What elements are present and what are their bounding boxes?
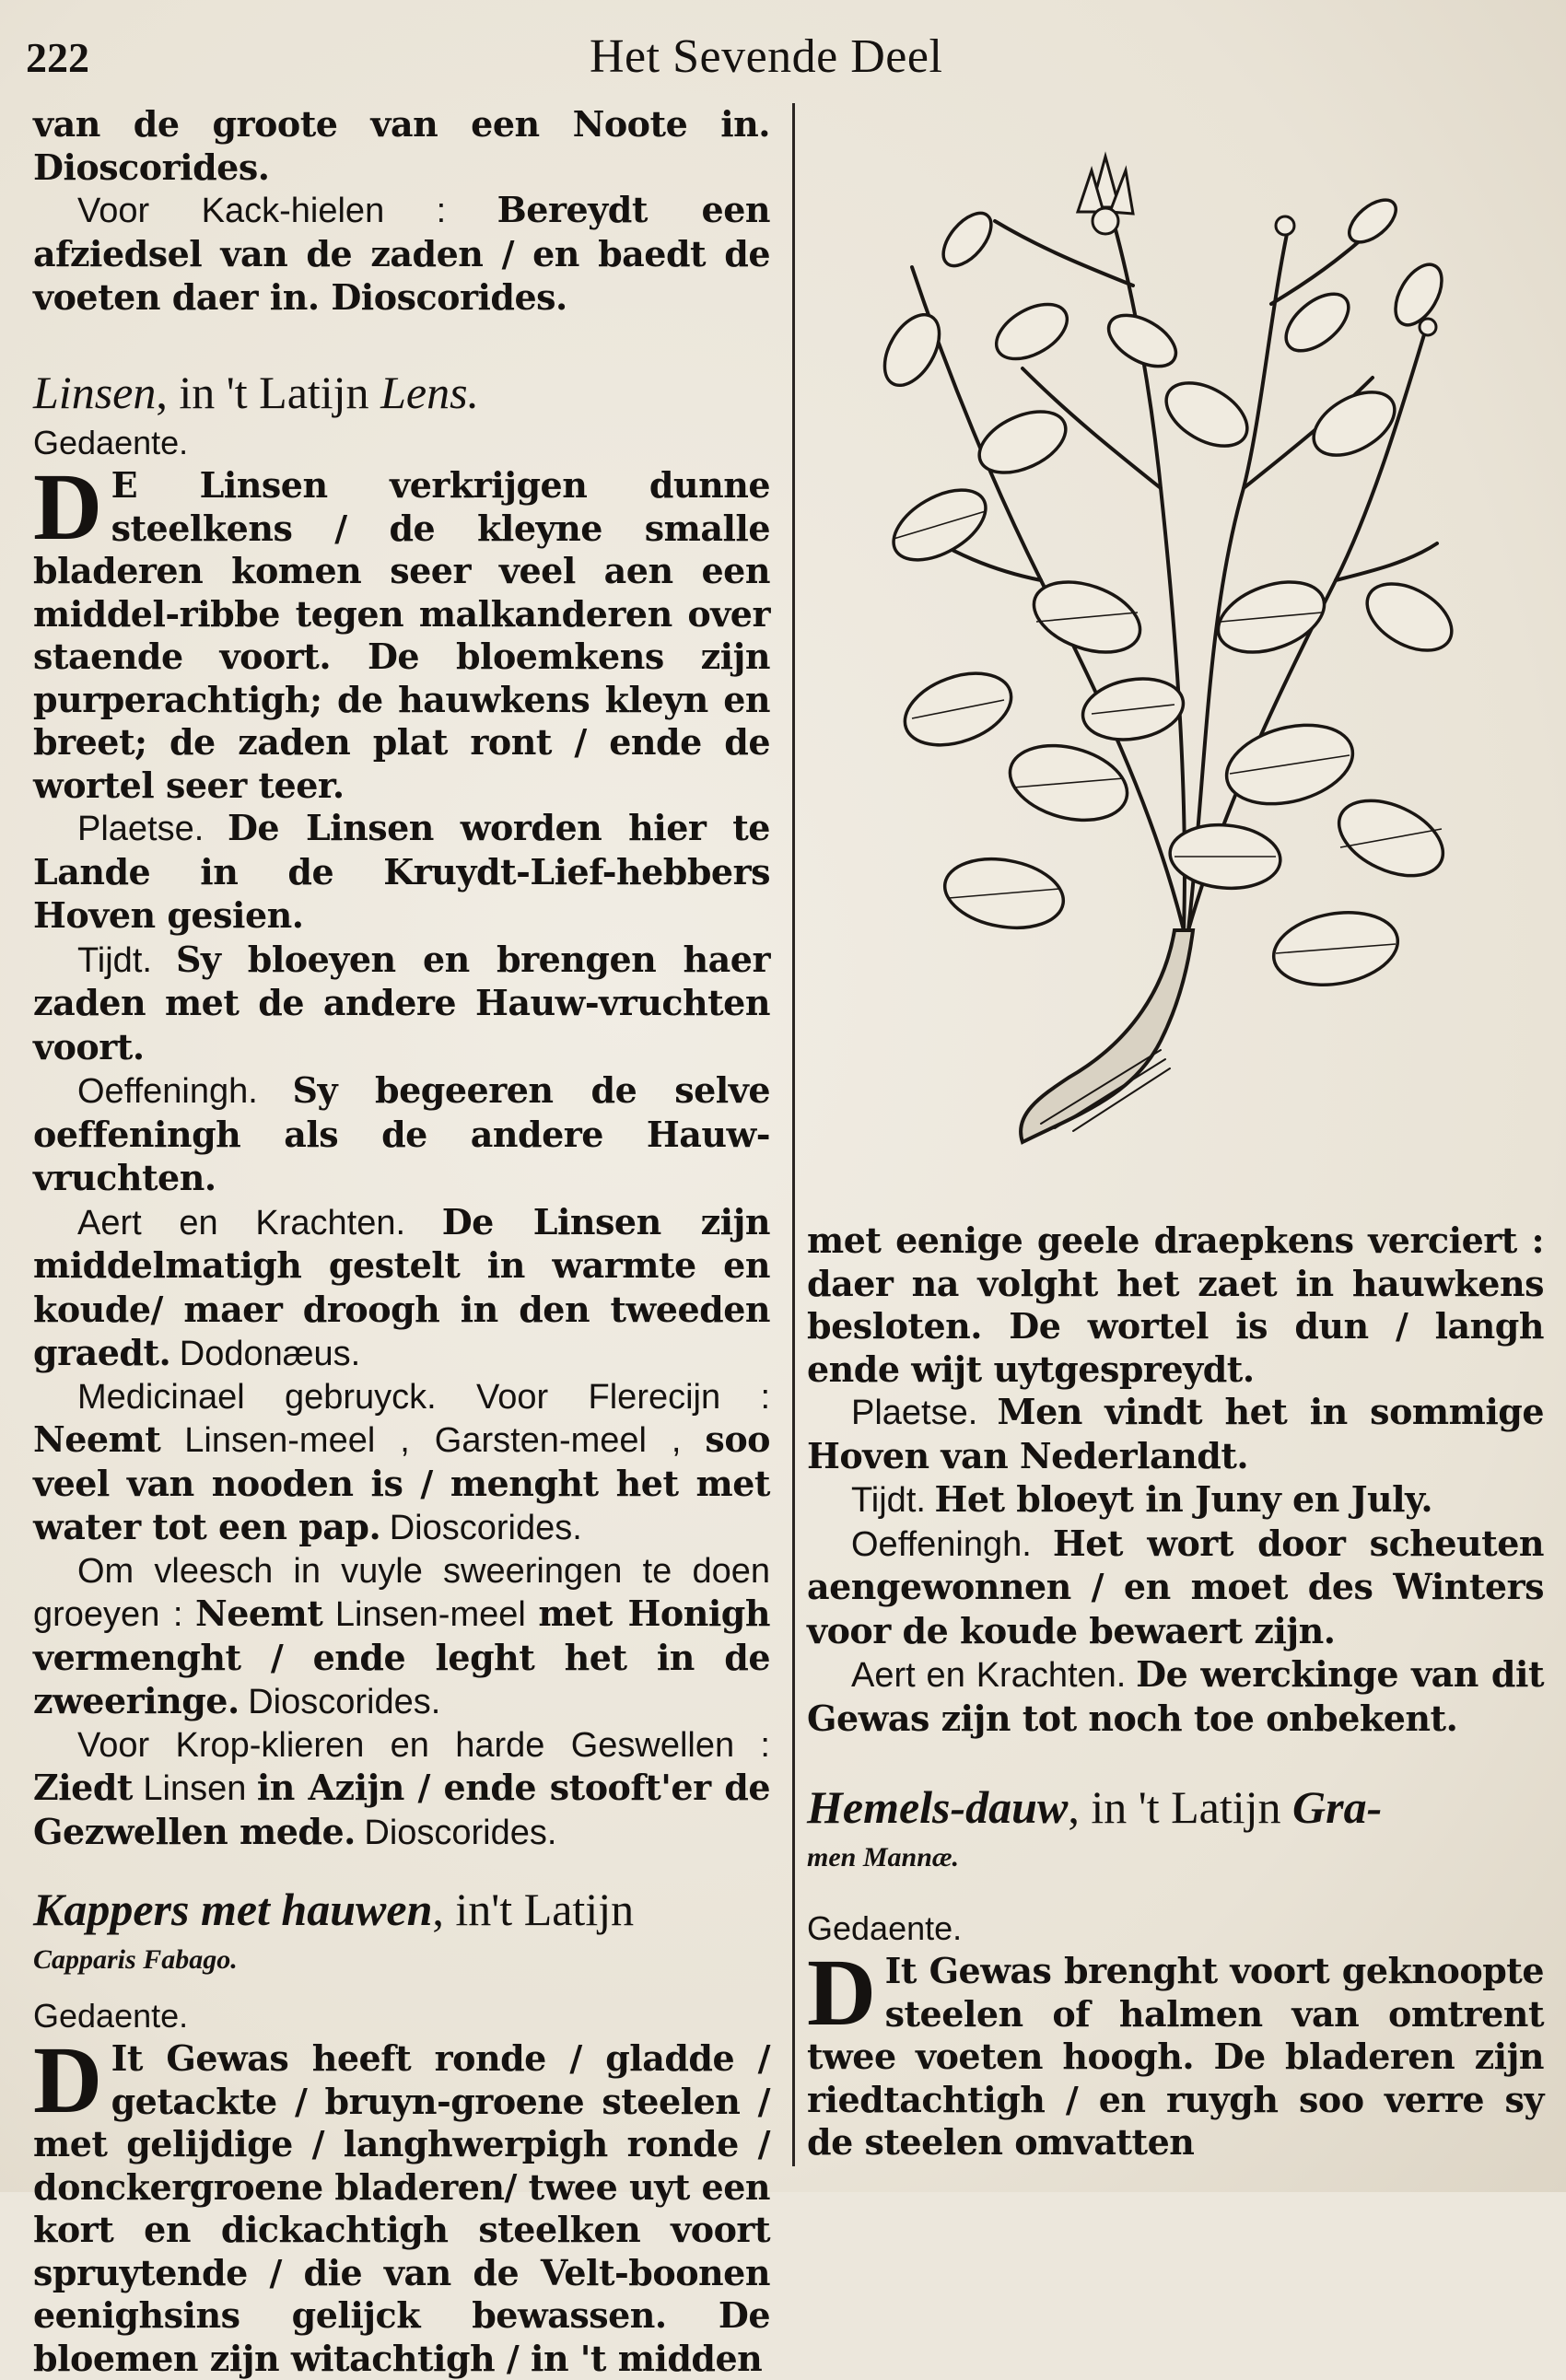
page-number: 222	[26, 34, 89, 81]
drop-cap-d-2: D	[33, 2027, 102, 2133]
stem-center	[1188, 221, 1290, 930]
krop-verb: Ziedt	[33, 1767, 133, 1808]
kack-hielen-paragraph	[33, 189, 770, 321]
hemels-title-name: Hemels-dauw	[807, 1781, 1069, 1833]
hemels-description-text: It Gewas brenght voort geknoopte steelen of halmen van omtrent twee voeten hoogh. De bladeren zijn riedtachtigh / en ruygh soo verre sy de steelen omvatten	[807, 1950, 1544, 2163]
leaf	[1356, 570, 1455, 664]
kappers-heading	[33, 1880, 770, 1939]
leaf	[988, 293, 1077, 370]
vleesch-paragraph	[33, 1550, 770, 1724]
plant-woodcut-illustration	[857, 138, 1455, 1188]
main-stem	[1105, 193, 1185, 930]
leaf	[1155, 370, 1257, 459]
hemels-latin-name: men Mannæ.	[807, 1842, 960, 1872]
tijdt-paragraph	[33, 939, 770, 1070]
tijdt-label: Tijdt.	[77, 940, 152, 980]
vleesch-label: Om vleesch in vuyle sweeringen te doen groeyen :	[33, 1551, 770, 1634]
medicinael-label: Medicinael gebruyck. Voor Flerecijn :	[77, 1377, 770, 1417]
leaf	[1386, 257, 1452, 332]
krop-label: Voor Krop-klieren en harde Geswellen :	[77, 1725, 770, 1765]
page-header	[0, 28, 1566, 92]
oeffeningh-paragraph	[33, 1069, 770, 1201]
running-head: Het Sevende Deel	[590, 30, 943, 83]
krop-paragraph	[33, 1724, 770, 1855]
medicinael-verb: Neemt	[33, 1418, 161, 1460]
gedaente-heading-2: Gedaente.	[33, 1996, 189, 2035]
hemels-dauw-heading	[807, 1778, 1544, 1837]
drop-cap-d-3: D	[807, 1940, 876, 2046]
left-column	[33, 103, 770, 2380]
tijdt-paragraph-right	[807, 1478, 1544, 1522]
leaf	[1342, 192, 1404, 250]
plaetse-paragraph	[33, 807, 770, 939]
plaetse-paragraph-right	[807, 1391, 1544, 1478]
flower-head	[1078, 157, 1436, 335]
plaetse-text-right: Men vindt het in sommige Hoven van Nederlandt.	[807, 1391, 1545, 1476]
aert-author: Dodonæus.	[179, 1335, 361, 1373]
kappers-title-mid: , in't Latijn	[432, 1884, 635, 1935]
aert-label-right: Aert en Krachten.	[851, 1656, 1127, 1695]
spacer	[33, 321, 770, 363]
spacer	[807, 1741, 1544, 1778]
continued-text-right: met eenige geele draepkens verciert : daer na volght het zaet in hauwkens besloten. De wortel is dun / langh ende wijt uytgespreydt.	[807, 1219, 1544, 1390]
krop-text: in Azijn / ende stooft'er de Gezwellen mede.	[33, 1767, 771, 1852]
leaf	[934, 204, 999, 274]
oeffeningh-text-right: Het wort door scheuten aengewonnen / en moet des Winters voor de koude bewaert zijn.	[807, 1522, 1545, 1651]
kappers-title-name: Kappers met hauwen	[33, 1884, 433, 1935]
oeffeningh-label-right: Oeffeningh.	[851, 1524, 1032, 1564]
oeffeningh-text: Sy begeeren de selve oeffeningh als de andere Hauw-vruchten.	[33, 1069, 771, 1198]
tijdt-text-right: Het bloeyt in Juny en July.	[934, 1478, 1433, 1520]
tijdt-text: Sy bloeyen en brengen haer zaden met de andere Hauw-vruchten voort.	[33, 938, 770, 1068]
leaf	[1100, 305, 1184, 377]
hemels-title-mid: , in 't Latijn	[1068, 1781, 1281, 1833]
oeffeningh-paragraph-right	[807, 1522, 1544, 1654]
gedaente-heading-right: Gedaente.	[807, 1908, 963, 1947]
aert-paragraph	[33, 1201, 770, 1376]
gedaente-heading-1: Gedaente.	[33, 423, 189, 461]
hemels-title-latin: Gra-	[1292, 1781, 1383, 1833]
linsen-title-latin: Lens.	[380, 366, 480, 418]
right-column	[807, 1219, 1544, 2164]
vleesch-text: met Honigh vermenght / ende leght het in de zweeringe.	[33, 1592, 770, 1721]
linsen-title-name: Linsen	[33, 366, 157, 418]
hemels-description	[807, 1940, 1544, 2164]
kappers-latin-name: Capparis Fabago.	[33, 1944, 238, 1975]
linsen-title-mid: , in 't Latijn	[156, 366, 369, 418]
kack-hielen-text: Bereydt een afziedsel van de zaden / en baedt de voeten daer in. Dioscorides.	[33, 189, 770, 318]
tijdt-label-right: Tijdt.	[851, 1481, 926, 1520]
oeffeningh-label: Oeffeningh.	[77, 1072, 258, 1111]
vleesch-ingredient: Linsen-meel	[334, 1595, 526, 1634]
plaetse-text: De Linsen worden hier te Lande in de Kruydt-Lief-hebbers Hoven gesien.	[33, 807, 770, 936]
linsen-heading	[33, 363, 770, 422]
kack-hielen-label: Voor Kack-hielen :	[77, 192, 447, 230]
aert-paragraph-right	[807, 1653, 1544, 1741]
aert-text: De Linsen zijn middelmatigh gestelt in warmte en koude/ maer droogh in den tweeden graedt.	[33, 1200, 770, 1373]
krop-author: Dioscorides.	[364, 1813, 557, 1852]
medicinael-ingredients: Linsen-meel , Garsten-meel ,	[184, 1421, 682, 1460]
aert-text-right: De werckinge van dit Gewas zijn tot noch toe onbekent.	[807, 1653, 1544, 1739]
leaf	[970, 399, 1075, 484]
vleesch-verb: Neemt	[194, 1592, 323, 1634]
drop-cap-d: D	[33, 454, 102, 560]
plaetse-label-right: Plaetse.	[851, 1394, 978, 1432]
leaf	[873, 306, 951, 395]
continued-text: van de groote van een Noote in. Dioscorides.	[33, 103, 770, 188]
medicinael-author: Dioscorides.	[389, 1509, 582, 1547]
aert-label: Aert en Krachten.	[77, 1203, 406, 1242]
vleesch-author: Dioscorides.	[248, 1683, 441, 1721]
medicinael-text: soo veel van nooden is / menght het met water tot een pap.	[33, 1418, 771, 1547]
medicinael-paragraph	[33, 1376, 770, 1550]
linsen-description	[33, 454, 770, 807]
spacer	[33, 1854, 770, 1880]
plaetse-label: Plaetse.	[77, 810, 205, 848]
column-rule	[792, 103, 795, 2166]
leaf	[1303, 379, 1405, 468]
krop-ingredient: Linsen	[143, 1769, 247, 1808]
linsen-description-text: E Linsen verkrijgen dunne steelkens / de kleyne smalle bladeren komen seer veel aen een middel-ribbe tegen malkanderen over staende voort. De bloemkens zijn purperachtigh; de hauwkens kleyn en breet; de zaden plat ront / ende de wortel seer teer.	[33, 464, 770, 806]
kappers-description	[33, 2027, 770, 2380]
kappers-description-text: It Gewas heeft ronde / gladde / getackte / bruyn-groene steelen / met gelijdige / langhwerpigh ronde / donckergroene bladeren/ twee uyt een kort en dickachtigh steelken voort spruytende / die van de Velt-boonen eenighsins gelijck bewassen. De bloemen zijn witachtigh / in 't midden	[33, 2037, 770, 2379]
